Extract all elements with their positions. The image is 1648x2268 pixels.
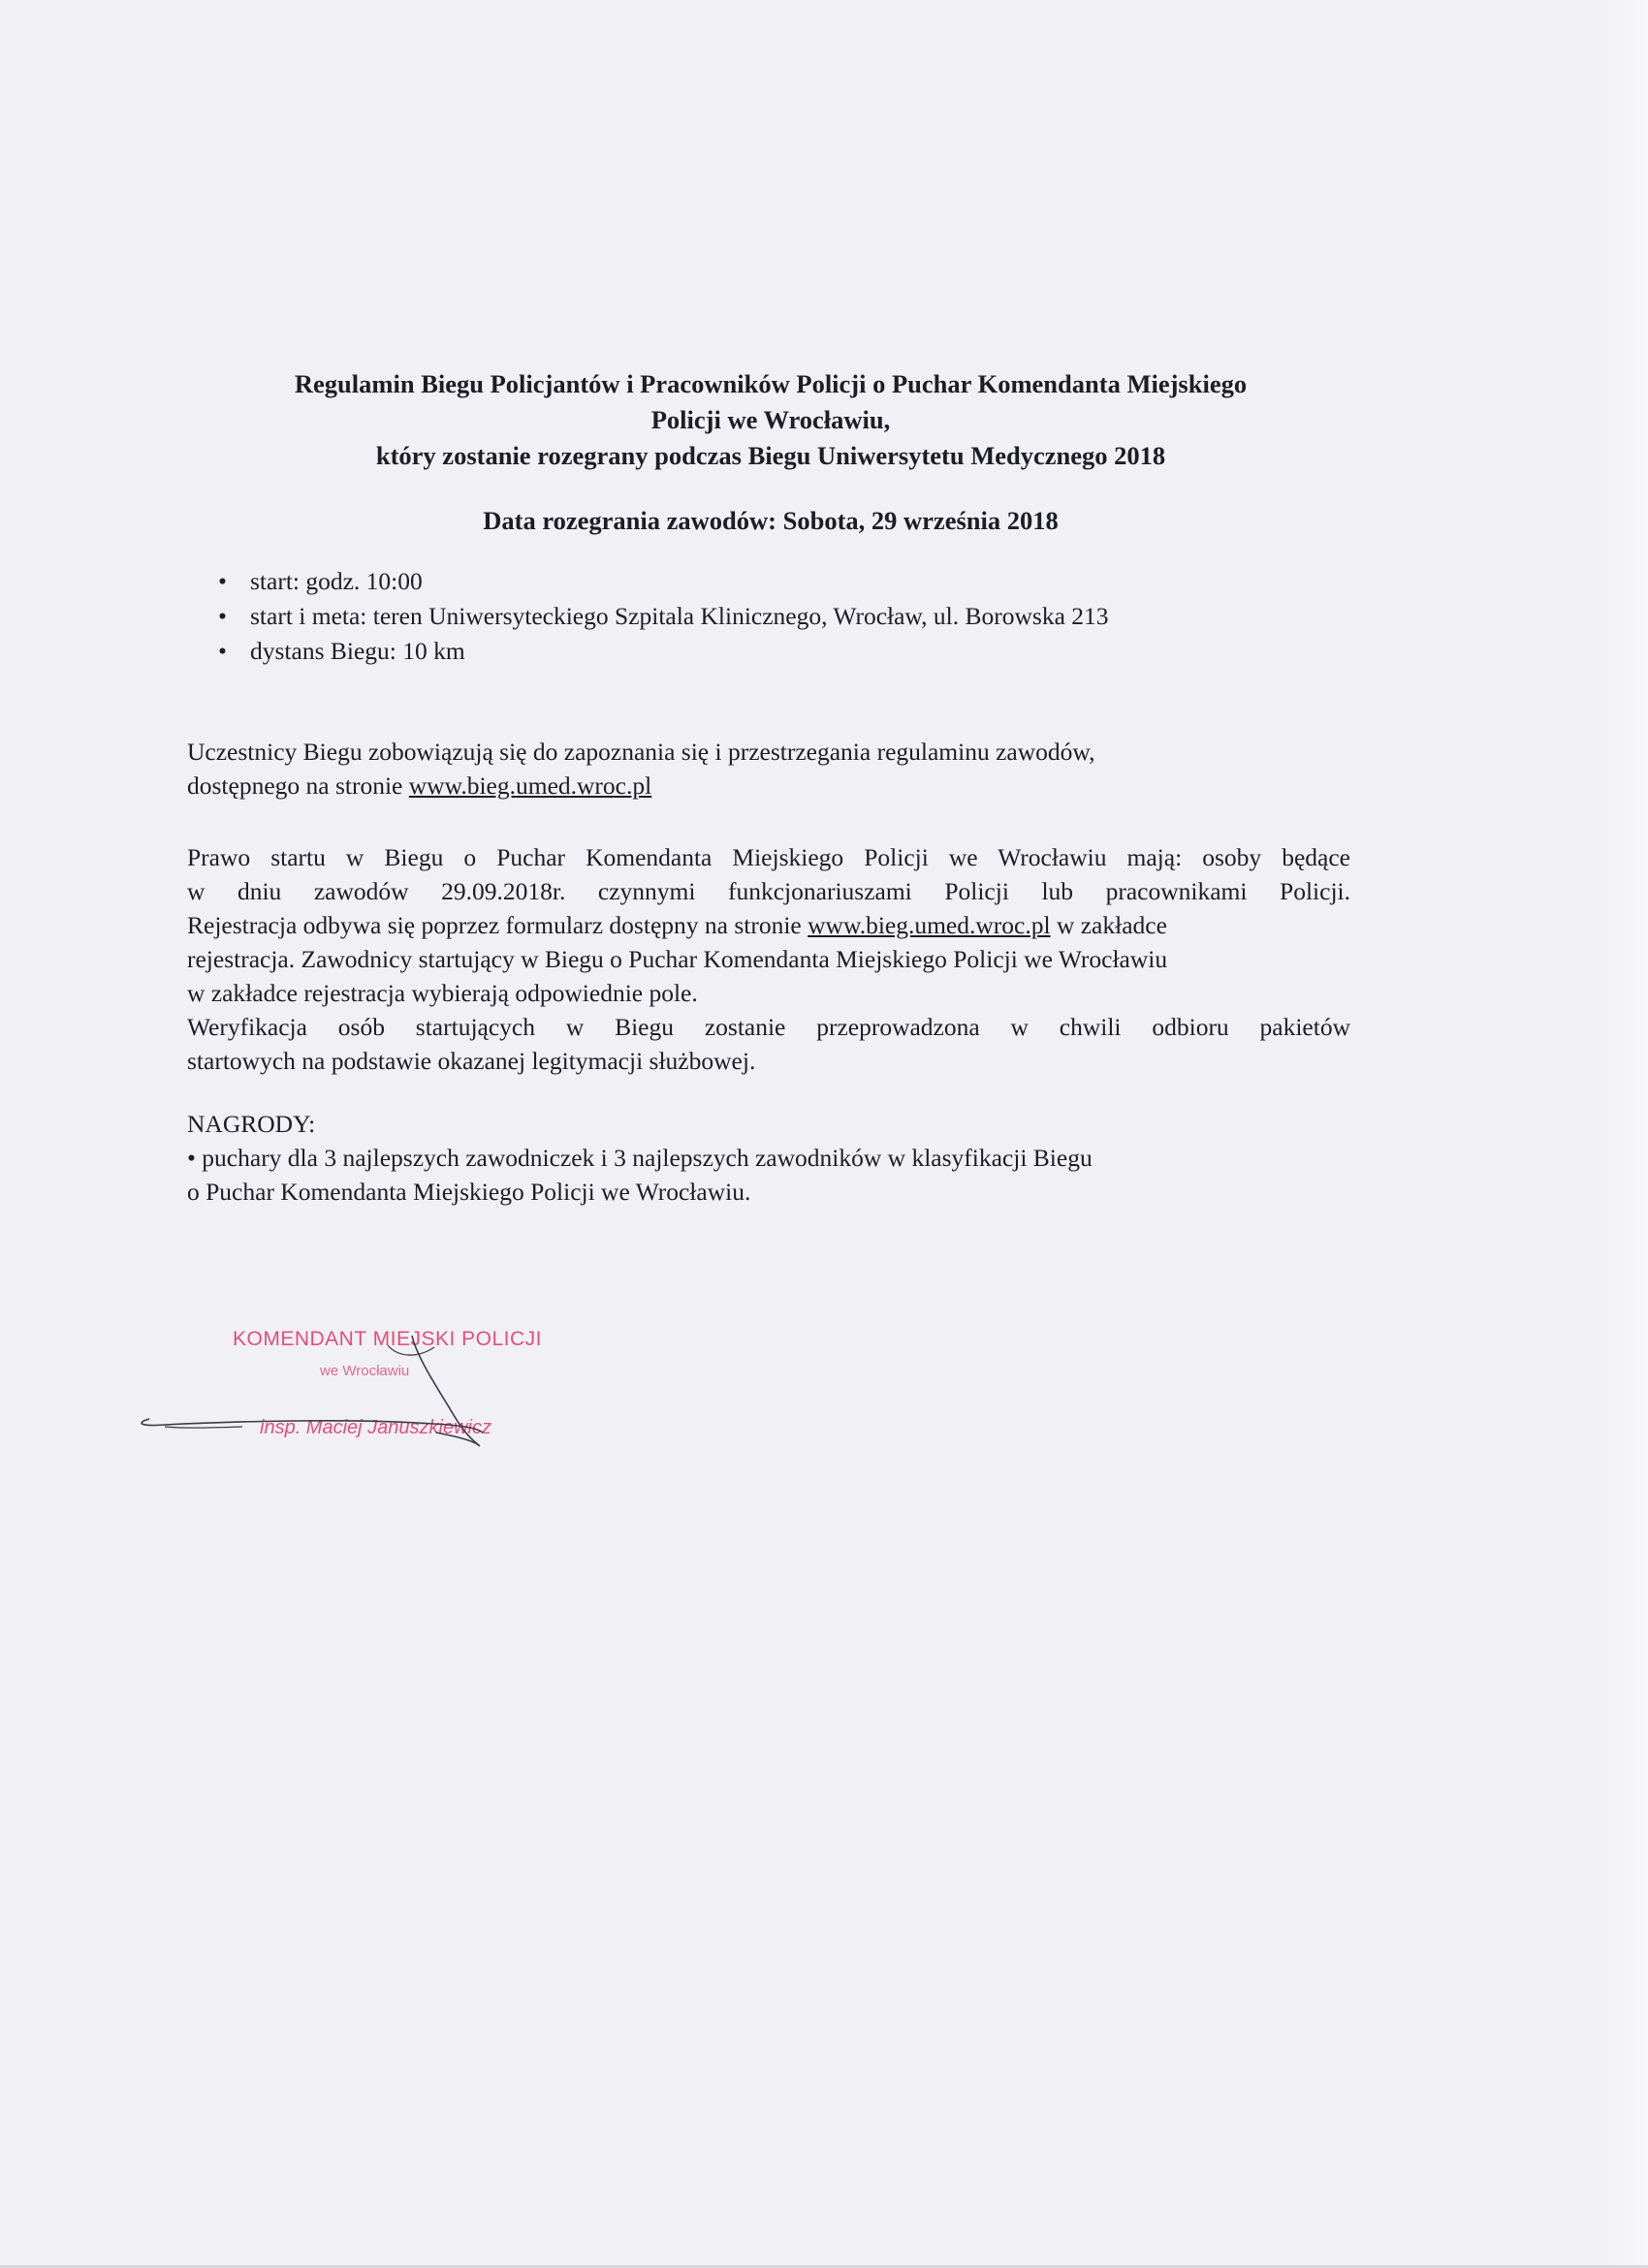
paragraph-line: Prawo startu w Biegu o Puchar Komendanta Miejskiego Policji we Wrocławiu mają: osoby będące xyxy=(187,843,1350,871)
paragraph-text: Rejestracja odbywa się poprzez formularz dostępny na stronie xyxy=(187,911,808,939)
website-link[interactable]: www.bieg.umed.wroc.pl xyxy=(408,772,652,800)
detail-item-location xyxy=(218,599,1109,634)
paragraph-line: w zakładce rejestracja wybierają odpowiednie pole. xyxy=(187,979,698,1007)
awards-heading: NAGRODY: xyxy=(187,1110,316,1138)
bullet-icon: • xyxy=(218,602,227,630)
official-stamp xyxy=(126,1318,611,1473)
paragraph-line: startowych na podstawie okazanej legitymacji służbowej. xyxy=(187,1047,756,1075)
paragraph-line xyxy=(187,908,1350,942)
bullet-icon: • xyxy=(218,567,227,595)
awards-line: • puchary dla 3 najlepszych zawodniczek i 3 najlepszych zawodników w klasyfikacji Biegu xyxy=(187,1144,1093,1172)
detail-text: start i meta: teren Uniwersyteckiego Szpitala Klinicznego, Wrocław, ul. Borowska 213 xyxy=(250,602,1109,630)
handwritten-signature xyxy=(126,1318,611,1473)
paragraph-line: rejestracja. Zawodnicy startujący w Biegu o Puchar Komendanta Miejskiego Policji we Wrocławiu xyxy=(187,945,1168,973)
paragraph-line: Uczestnicy Biegu zobowiązują się do zapoznania się i przestrzegania regulaminu zawodów, xyxy=(187,738,1095,766)
detail-text: dystans Biegu: 10 km xyxy=(250,637,465,665)
awards-line: o Puchar Komendanta Miejskiego Policji we Wrocławiu. xyxy=(187,1178,751,1206)
stamp-city: we Wrocławiu xyxy=(320,1363,410,1379)
title-line-3: który zostanie rozegrany podczas Biegu Uniwersytetu Medycznego 2018 xyxy=(375,441,1166,470)
paragraph-text: dostępnego na stronie xyxy=(187,772,409,800)
paragraph-line xyxy=(187,769,1350,803)
detail-item-distance xyxy=(218,634,1109,669)
title-line-1: Regulamin Biegu Policjantów i Pracowników Policji o Puchar Komendanta Miejskiego xyxy=(294,369,1248,398)
registration-link[interactable]: www.bieg.umed.wroc.pl xyxy=(808,911,1051,939)
eligibility-paragraph xyxy=(187,840,1350,1078)
paragraph-text: w zakładce xyxy=(1050,911,1167,939)
awards-section xyxy=(187,1107,1093,1209)
paragraph-line: w dniu zawodów 29.09.2018r. czynnymi funkcjonariuszami Policji lub pracownikami Policji. xyxy=(187,877,1350,905)
title-line-2: Policji we Wrocławiu, xyxy=(650,405,891,434)
detail-item-start-time xyxy=(218,564,1109,599)
details-list xyxy=(218,564,1109,669)
document-title xyxy=(155,366,1386,474)
stamp-title: KOMENDANT MIEJSKI POLICJI xyxy=(233,1328,542,1350)
stamp-name: insp. Maciej Januszkiewicz xyxy=(260,1417,491,1438)
detail-text: start: godz. 10:00 xyxy=(250,567,423,595)
competition-date: Data rozegrania zawodów: Sobota, 29 września 2018 xyxy=(483,506,1059,535)
page-edge-shadow xyxy=(1600,0,1648,2268)
bullet-icon: • xyxy=(218,637,227,665)
participants-paragraph xyxy=(187,735,1350,803)
paragraph-line: Weryfikacja osób startujących w Biegu zostanie przeprowadzona w chwili odbioru pakietów xyxy=(187,1013,1350,1041)
